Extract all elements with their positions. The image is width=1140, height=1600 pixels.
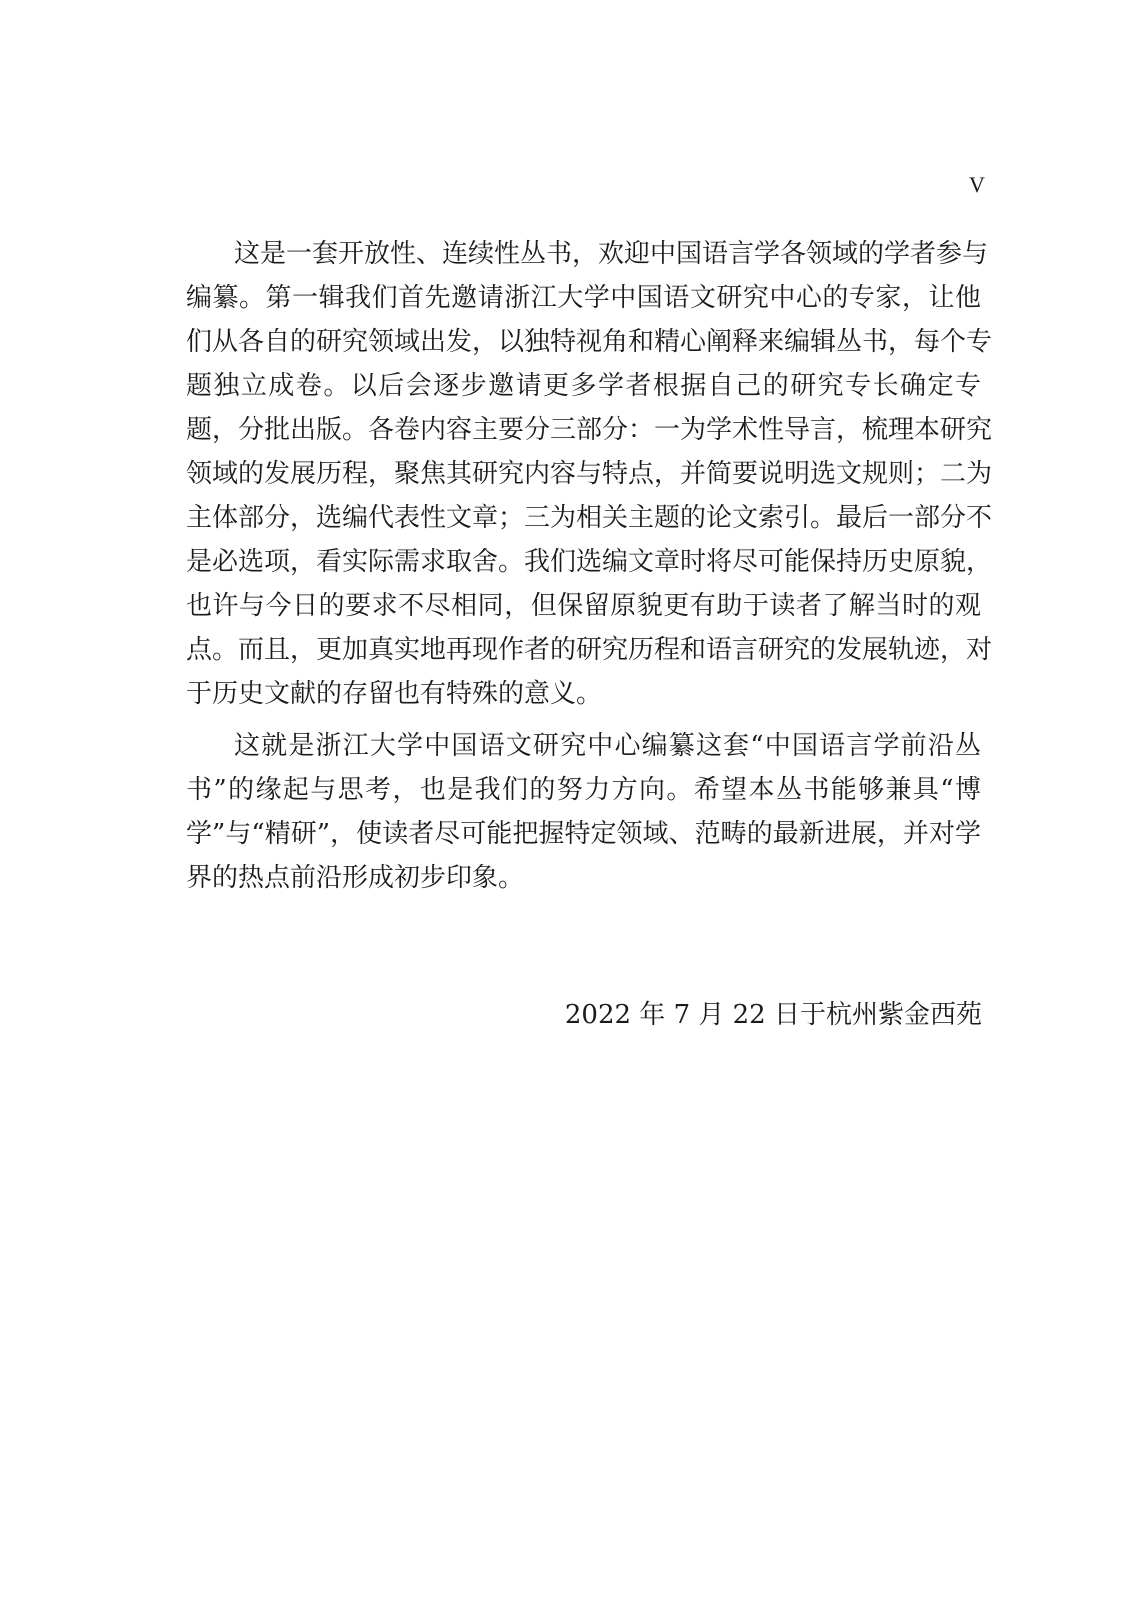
page-number: V [969, 172, 985, 197]
text-line: 领域的发展历程，聚焦其研究内容与特点，并简要说明选文规则；二为 [186, 459, 993, 489]
text-line: 这是一套开放性、连续性丛书，欢迎中国语言学各领域的学者参与 [234, 239, 989, 269]
paragraph-1 [186, 232, 993, 716]
text-line: 是必选项，看实际需求取舍。我们选编文章时将尽可能保持历史原貌， [186, 547, 993, 577]
signature-date-place: 2022 年 7 月 22 日于杭州紫金西苑 [564, 1000, 982, 1030]
text-line: 题独立成卷。以后会逐步邀请更多学者根据自己的研究专长确定专 [186, 371, 981, 401]
text-line: 也许与今日的要求不尽相同，但保留原貌更有助于读者了解当时的观 [186, 591, 981, 621]
text-line: 于历史文献的存留也有特殊的意义。 [186, 679, 603, 709]
text-line: 学”与“精研”，使读者尽可能把握特定领域、范畴的最新进展，并对学 [186, 819, 981, 849]
text-line: 书”的缘起与思考，也是我们的努力方向。希望本丛书能够兼具“博 [186, 775, 981, 805]
text-line: 们从各自的研究领域出发，以独特视角和精心阐释来编辑丛书，每个专 [186, 327, 993, 357]
text-line: 这就是浙江大学中国语文研究中心编纂这套“中国语言学前沿丛 [234, 731, 981, 761]
text-line: 界的热点前沿形成初步印象。 [186, 863, 525, 893]
body-text [186, 232, 993, 900]
text-line: 主体部分，选编代表性文章；三为相关主题的论文索引。最后一部分不 [186, 503, 993, 533]
text-line: 编纂。第一辑我们首先邀请浙江大学中国语文研究中心的专家，让他 [186, 283, 981, 313]
text-line: 点。而且，更加真实地再现作者的研究历程和语言研究的发展轨迹，对 [186, 635, 993, 665]
paragraph-2 [186, 724, 981, 900]
text-line: 题，分批出版。各卷内容主要分三部分：一为学术性导言，梳理本研究 [186, 415, 993, 445]
